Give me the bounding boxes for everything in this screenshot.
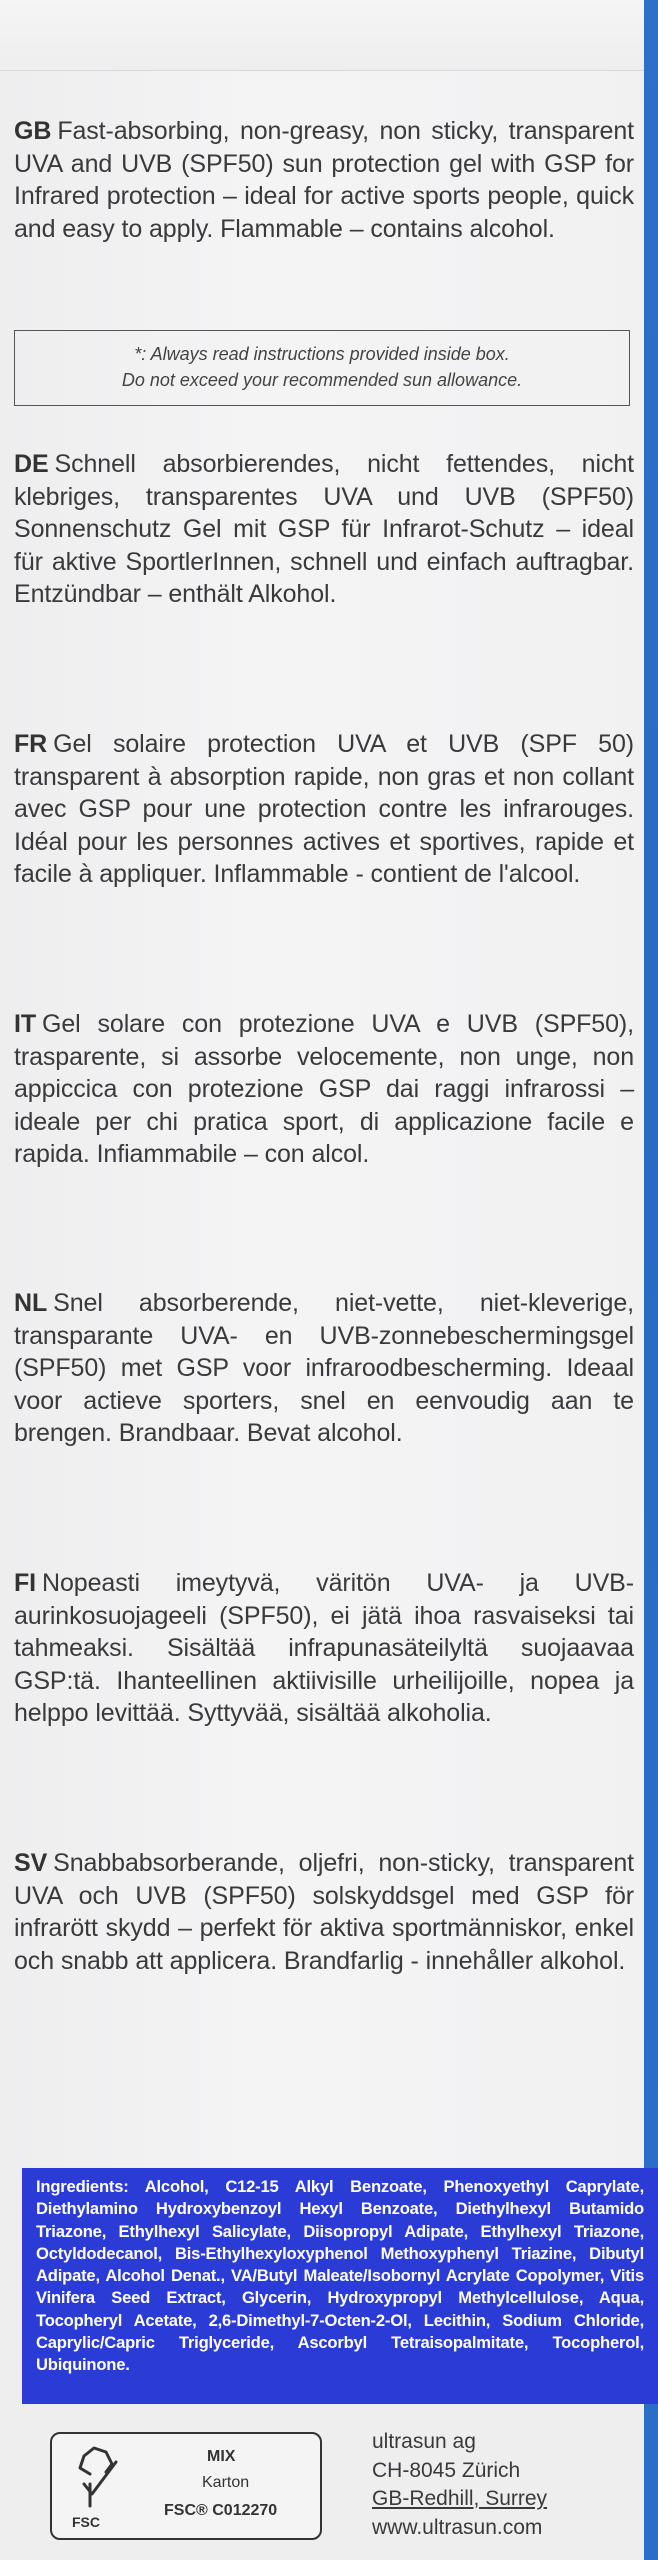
paragraph-text-gb: Fast-absorbing, non-greasy, non sticky, transparent UVA and UVB (SPF50) sun protection gel with GSP for Infrared protection – ideal for active sports people, quick and easy to apply. Flammable – contains alcohol. (14, 117, 634, 243)
language-code-fi: FI (14, 1569, 37, 1597)
language-code-fr: FR (14, 730, 48, 758)
language-code-nl: NL (14, 1289, 48, 1317)
language-code-it: IT (14, 1010, 37, 1038)
paragraph-it (14, 1008, 634, 1171)
address-line-2: GB-Redhill, Surrey (372, 2487, 548, 2510)
paragraph-text-it: Gel solare con protezione UVA e UVB (SPF50), trasparente, si assorbe velocemente, non unge, non appiccica con protezione GSP dai raggi infrarossi – ideale per chi pratica sport, di applicazione facile e rapida. Infiammabile – con alcol. (14, 1010, 634, 1169)
paragraph-gb (14, 115, 634, 245)
website-url: www.ultrasun.com (372, 2515, 543, 2539)
manufacturer-address (372, 2428, 547, 2542)
paragraph-text-fi: Nopeasti imeytyvä, väritön UVA- ja UVB-aurinkosuojageeli (SPF50), ei jätä ihoa rasvaiseksi tai tahmeaksi. Sisältää infrapunasäteilyltä suojaavaa GSP:tä. Ihanteellinen aktiivisille urheilijoille, nopea ja helppo levittää. Syttyvää, sisältää alkoholia. (14, 1569, 634, 1728)
fsc-certification-box (50, 2432, 322, 2540)
language-code-de: DE (14, 450, 49, 478)
fsc-material-label: Karton (202, 2474, 250, 2491)
paragraph-de (14, 448, 634, 611)
company-name: ultrasun ag (372, 2430, 476, 2453)
language-code-sv: SV (14, 1849, 48, 1877)
ingredients-text (36, 2176, 644, 2377)
footer (0, 2404, 644, 2560)
ingredients-list: Alcohol, C12-15 Alkyl Benzoate, Phenoxyethyl Caprylate, Diethylamino Hydroxybenzoyl Hexyl Benzoate, Diethylhexyl Butamido Triazone, Ethylhexyl Salicylate, Diisopropyl Adipate, Ethylhexyl Triazone, Octyldodecanol, Bis-Ethylhexyloxyphenol Methoxyphenyl Triazine, Dibutyl Adipate, Alcohol Denat., VA/Butyl Maleate/Isobornyl Acrylate Copolymer, Vitis Vinifera Seed Extract, Glycerin, Hydroxypropyl Methylcellulose, Aqua, Tocopheryl Acetate, 2,6-Dimethyl-7-Octen-2-Ol, Lecithin, Sodium Chloride, Caprylic/Capric Triglyceride, Ascorbyl Tetraisopalmitate, Tocopherol, Ubiquinone. (36, 2177, 644, 2375)
paragraph-fr (14, 728, 634, 891)
paragraph-fi (14, 1567, 634, 1730)
top-band (0, 0, 644, 71)
ingredients-label: Ingredients: (36, 2177, 129, 2196)
fsc-logo-text: FSC (72, 2514, 100, 2530)
ingredients-panel (22, 2168, 658, 2404)
paragraph-sv (14, 1847, 634, 1977)
paragraph-text-fr: Gel solaire protection UVA et UVB (SPF 50) transparent à absorption rapide, non gras et non collant avec GSP pour une protection contre les infrarouges. Idéal pour les personnes actives et sportives, rapide et facile à appliquer. Inflammable - contient de l'alcool. (14, 730, 634, 889)
paragraph-nl (14, 1287, 634, 1450)
notice-line-1: *: Always read instructions provided inside box. (134, 344, 510, 364)
fsc-license-code: FSC® C012270 (164, 2502, 278, 2519)
paragraph-text-de: Schnell absorbierendes, nicht fettendes, nicht klebriges, transparentes UVA und UVB (SPF50) Sonnenschutz Gel mit GSP für Infrarot-Schutz – ideal für aktive SportlerInnen, schnell und einfach auftragbar. Entzündbar – enthält Alkohol. (14, 450, 634, 609)
paragraph-text-nl: Snel absorberende, niet-vette, niet-kleverige, transparante UVA- en UVB-zonnebeschermingsgel (SPF50) met GSP voor infraroodbescherming. Ideaal voor actieve sporters, snel en eenvoudig aan te brengen. Brandbaar. Bevat alcohol. (14, 1289, 634, 1448)
instructions-notice-box (14, 330, 630, 406)
language-code-gb: GB (14, 117, 52, 145)
notice-line-2: Do not exceed your recommended sun allowance. (121, 370, 523, 390)
fsc-mix-label: MIX (207, 2448, 236, 2465)
address-line-1: CH-8045 Zürich (372, 2458, 521, 2482)
paragraph-text-sv: Snabbabsorberande, oljefri, non-sticky, transparent UVA och UVB (SPF50) solskyddsgel med GSP för infrarött skydd – perfekt för aktiva sportmänniskor, enkel och snabb att applicera. Brandfarlig - innehåller alkohol. (14, 1849, 634, 1975)
